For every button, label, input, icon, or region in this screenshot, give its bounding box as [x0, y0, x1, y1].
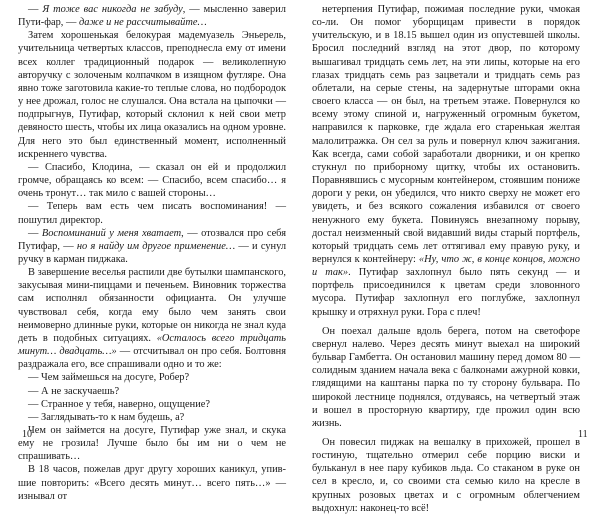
paragraph: [18, 227, 286, 266]
text-run: . Путифар захлопнул было пять секунд — и портфель присоединился к цветам среди зловонного мусора. Путифар захлопнул его поглубже, захлопнул крышку и отряхнул руки. Гора с плеч!: [312, 267, 580, 318]
italic-text: Я тоже вас никогда не забуду: [42, 4, 183, 15]
right-page: [312, 3, 580, 514]
italic-text: даже и не рассчитывайте…: [78, 17, 207, 29]
italic-text: «Осталось всего тридцать минут… двадцать…»: [18, 332, 286, 358]
text-run: — Странное у тебя, наверно, ощущение?: [28, 398, 210, 410]
paragraph: [312, 436, 580, 515]
page-number-right: 11: [578, 429, 588, 440]
text-run: —: [28, 4, 43, 15]
paragraph: [18, 398, 286, 411]
paragraph: [18, 266, 286, 371]
text-run: — и сунул ручку в карман пиджака.: [18, 240, 287, 265]
text-run: Чем он займется на досуге, Путифар уже знал, и скука ему не грозила! Лучше было бы им ни о чем не спрашивать…: [18, 425, 286, 463]
paragraph: [18, 3, 286, 29]
paragraph: [312, 325, 580, 430]
paragraph: [18, 463, 286, 502]
paragraph: [18, 411, 286, 424]
text-run: Затем хорошенькая белокурая мадемуазель Эньерель, учительница четвертых классов, преподнесла ему от имени всех коллег традиционный подарок — великолепную авторучку с золоченым колпачком в изящном футляре. Она явно тоже заготовила какие-то теплые слова, но подбородок у нее дрожал, голос не слушался. Она встала на цыпочки — подпрыгнув, Путифар, который склонил к ней свои метр девяносто шесть, чтобы их лица оказались на одном уровне. Для него это был единственный момент, исполненный искреннего чувства.: [18, 30, 286, 160]
text-run: нетерпения Путифар, пожимая последние руки, чмокая со-ли. Он помог уборщицам привести в порядок учительскую, и в 18.15 вышел один из опустевшей школы. Бросил последний взгляд на этот двор, по которому вышагивал тридцать семь лет, на эти липы, которые на его глазах тридцать семь раз зацветали и тридцать семь раз облетали, на серые стены, на задернутые шторами окна своего класса — он был, на третьем этаже. Повернулся ко всему этому спиной и, нагруженный огромным букетом, направился к парковке, где ждала его старенькая желтая малолитражка. Он сел за руль и повернул ключ зажигания. Как всегда, сами собой заработали дворники, и он крепко стукнул по приборному щитку, чтобы их остановить. Поравнявшись с мусорным контейнером, стоявшим пониже дороги у реки, он убедился, что никто сверху не может его увидеть, и без всякого сожаления избавился от своего ненужного ему букета. Повинуясь внезапному порыву, достал неизменный свой видавший виды старый портфель, который тридцать семь лет оттягивал ему правую руку, и вернулся к контейнеру:: [312, 4, 580, 265]
text-run: — Заглядывать-то к нам будешь, а?: [28, 411, 185, 423]
text-run: Он поехал дальше вдоль берега, потом на светофоре свернул налево. Через десять минут выехал на широкий бульвар Гамбетта. Он остановил машину перед домом 80 — солидным зданием начала века с балконами ажурной ковки, глядящими на каштаны парка по ту сторону бульвара. По широкой лестнице поднялся, отдуваясь, на четвертый этаж и вошел в просторную квартиру, где прожил один всю жизнь.: [312, 325, 580, 429]
paragraph: [18, 200, 286, 226]
text-run: — Чем займешься на досуге, Робер?: [28, 372, 190, 384]
text-run: В завершение веселья распили две бутылки шампанского, закусывая мини-пиццами и печеньем. Виновник торжества сам исполнял обязанности официанта. Он улучше чувствовал себя, когда ему было чем занять свои неимоверно длинные руки, которые он никогда не знал куда деть в подобных ситуациях.: [18, 267, 286, 344]
text-run: — Спасибо, Клодина, — сказал он ей и продолжил громче, обращаясь ко всем: — Спасибо, всем спасибо… я очень тронут… так мило с вашей стороны…: [18, 161, 286, 200]
text-run: Он повесил пиджак на вешалку в прихожей, прошел в гостиную, тщательно отмерил себе порцию виски и бульканул в нее пару кубиков льда. Со стаканом в руке он сел в кресло, и, со своими ста семью кило на кресле в крупных розовых цветах и с огромным облегчением выдохнул: наконец-то всё!: [312, 437, 580, 514]
text-run: , — отозвался про себя Путифар, —: [18, 227, 286, 252]
text-run: , — мысленно заверил Пути-фар, —: [18, 4, 286, 29]
paragraph: [312, 3, 580, 319]
paragraph: [18, 424, 286, 463]
italic-text: «Ну, что ж, в конце концов, можно и так»: [312, 253, 580, 279]
text-run: — А не заскучаешь?: [28, 385, 120, 397]
text-run: — Теперь вам есть чем писать воспоминания! — пошутил директор.: [18, 201, 286, 226]
paragraph: [18, 29, 286, 161]
text-run: — отсчитывал он про себя. Болтовня раздражала его, все спрашивали одно и то же:: [18, 346, 287, 371]
italic-text: но я найду им другое применение…: [76, 240, 236, 252]
paragraph: [18, 161, 286, 200]
page-number-left: 10: [22, 429, 32, 440]
italic-text: Воспоминаний у меня хватает: [41, 227, 182, 239]
paragraph: [18, 371, 286, 384]
paragraph: [18, 385, 286, 398]
text-run: —: [28, 227, 42, 239]
text-run: В 18 часов, пожелав друг другу хороших каникул, упив-шие повторить: «Всего десять минут… всего пять…» — изнывал от: [18, 464, 286, 502]
